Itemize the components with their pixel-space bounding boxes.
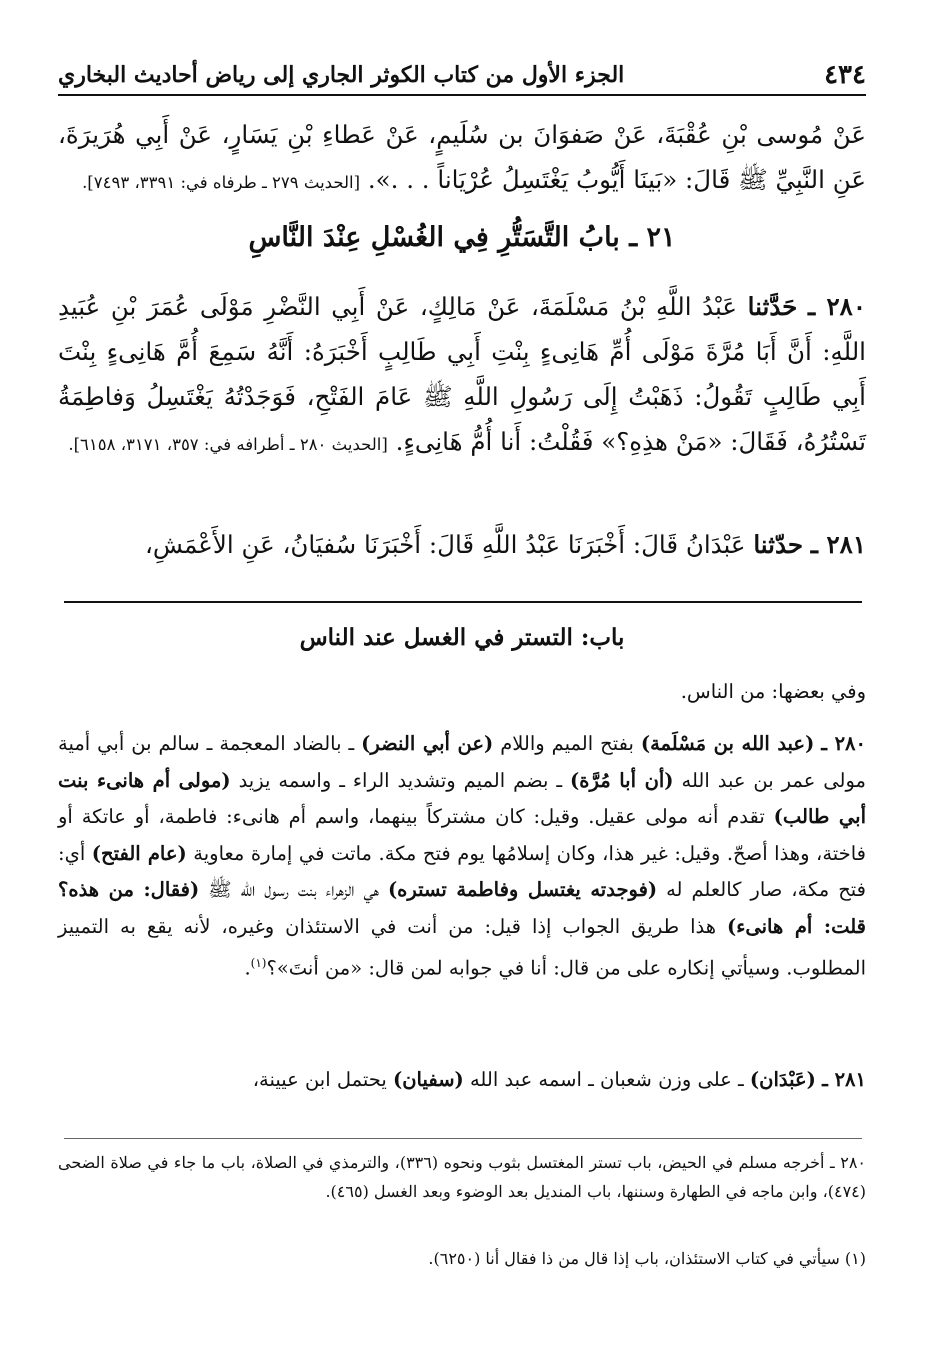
footnote-divider [64,1138,862,1139]
footnote-1: (١) سيأتي في كتاب الاستئذان، باب إذا قال من ذا فقال أنا (٦٢٥٠). [428,1249,866,1268]
quoted-phrase: (عام الفتح) [91,841,187,865]
section-divider [64,601,862,603]
hadith-279-continuation [58,112,866,205]
commentary-text: ـ بضم الميم وتشديد الراء ـ واسمه يزيد [230,768,571,792]
hadith-text: عَنْ مُوسى بْنِ عُقْبَةَ، عَنْ صَفوَانَ بن سُلَيمٍ، عَنْ عَطاءِ بْنِ يَسَارٍ، عَنْ أَبِي هُرَيرَةَ، عَنِ النَّبِيِّ ﷺ قَالَ: «بَينَا أَيُّوبُ يَغْتَسِلُ عُرْيَاناً . . .». [58,120,866,194]
quoted-phrase: (أن أبا مُرَّة) [570,768,674,792]
quoted-phrase: (فقال: من هذه؟ قلت: أم هانىء) [58,878,866,938]
hadith-reference: [الحديث ٢٧٩ ـ طرفاه في: ٣٣٩١، ٧٤٩٣]. [82,173,361,192]
quoted-phrase: (فوجدته يغتسل وفاطمة تستره) [387,878,658,901]
hadith-text: عَبْدَانُ قَالَ: أَخْبَرَنَا عَبْدُ اللَّهِ قَالَ: أَخْبَرَنَا سُفيَانُ، عَنِ الأَعْمَشِ، [144,530,746,559]
commentary-text: يحتمل ابن عيينة، [252,1068,393,1091]
hadith-280 [58,284,866,467]
commentary-title: باب: التستر في الغسل عند الناس [299,624,625,651]
commentary-text: ـ على وزن شعبان ـ اسمه عبد الله [463,1068,750,1091]
footnote-280: ٢٨٠ ـ أخرجه مسلم في الحيض، باب تستر المغتسل بثوب ونحوه (٣٣٦)، والترمذي في الصلاة، باب ما جاء في صلاة الضحى (٤٧٤)، وابن ماجه في الطهارة وسننها، باب المنديل بعد الوضوء وبعد الغسل (٤٦٥). [58,1153,866,1201]
quoted-phrase: (عَبْدَان) [749,1068,816,1091]
chapter-heading: ٢١ ـ بابُ التَّسَتُّرِ فِي الغُسْلِ عِنْدَ النَّاسِ [248,222,676,253]
footnote-marker: (١) [250,956,267,970]
commentary-text: ـ بالضاد المعجمة ـ سالم بن أبي أمية مولى عمر بن عبد الله [58,732,866,792]
hadith-reference: [الحديث ٢٨٠ ـ أطرافه في: ٣٥٧، ٣١٧١، ٦١٥٨]. [68,435,388,454]
commentary-text: هي الزهراء بنت رسول الله ﷺ [199,878,388,901]
hadith-number: ٢٨٠ ـ [807,292,866,321]
quoted-phrase: (مولى أم هانىء بنت أبي طالب) [58,768,866,828]
commentary-text: هذا طريق الجواب إذا قيل: من أنت في الاستئذان وغيره، لأنه يقع به التمييز المطلوب. وسيأتي إنكاره على من قال: أنا في جوابه لمن قال: «من أنتَ»؟ [58,914,866,980]
commentary-number: ٢٨٠ ـ [821,732,866,755]
commentary-text: تقدم أنه مولى عقيل. وقيل: كان مشتركاً بينهما، واسم أم هانىء: فاطمة، أو عاتكة أو فاختة، وهذا أصحّ. وقيل: غير هذا، وكان إسلامُها يوم فتح مكة. ماتت في إمارة معاوية [58,805,866,865]
commentary-text: بفتح الميم واللام [493,732,641,755]
quoted-phrase: (عن أبي النضر) [361,732,494,755]
hadith-text: عَبْدُ اللَّهِ بْنُ مَسْلَمَةَ، عَنْ مَالِكٍ، عَنْ أَبِي النَّضْرِ مَوْلَى عُمَرَ بْنِ عُبَيدِ اللَّهِ: أَنَّ أَبَا مُرَّةَ مَوْلَى أُمِّ هَانِىءٍ بِنْتِ أَبِي طَالِبٍ أَخْبَرَهُ: أَنَّهُ سَمِعَ أُمَّ هَانِىءٍ بِنْتَ أَبِي طَالِبٍ تَقُولُ: ذَهَبْتُ إِلَى رَسُولِ اللَّهِ ﷺ عَامَ الفَتْحِ، فَوَجَدْتُهُ يَغْتَسِلُ وَفاطِمَةُ تَسْتُرُهُ، فَقَالَ: «مَنْ هذِهِ؟» فَقُلْتُ: أَنا أُمُّ هَانِىءٍ. [58,292,866,456]
commentary-intro: وفي بعضها: من الناس. [680,680,866,703]
page-number: ٤٣٤ [824,60,866,90]
commentary-280 [58,726,866,987]
commentary-text: . [244,956,251,980]
hadith-number: ٢٨١ ـ [810,530,866,559]
hadith-opening: حَدَّثنا [747,292,798,321]
commentary-text: أي: فتح مكة، صار كالعلم له [58,841,866,901]
hadith-opening: حدّثنا [753,530,803,559]
book-title: الجزء الأول من كتاب الكوثر الجاري إلى رياض أحاديث البخاري [58,62,625,88]
running-header [58,50,866,96]
commentary-number: ٢٨١ ـ [822,1068,866,1091]
hadith-281 [58,522,866,567]
quoted-phrase: (سفيان) [392,1068,464,1091]
quoted-phrase: (عبد الله بن مَسْلَمة) [640,732,815,755]
commentary-281 [58,1062,866,1099]
